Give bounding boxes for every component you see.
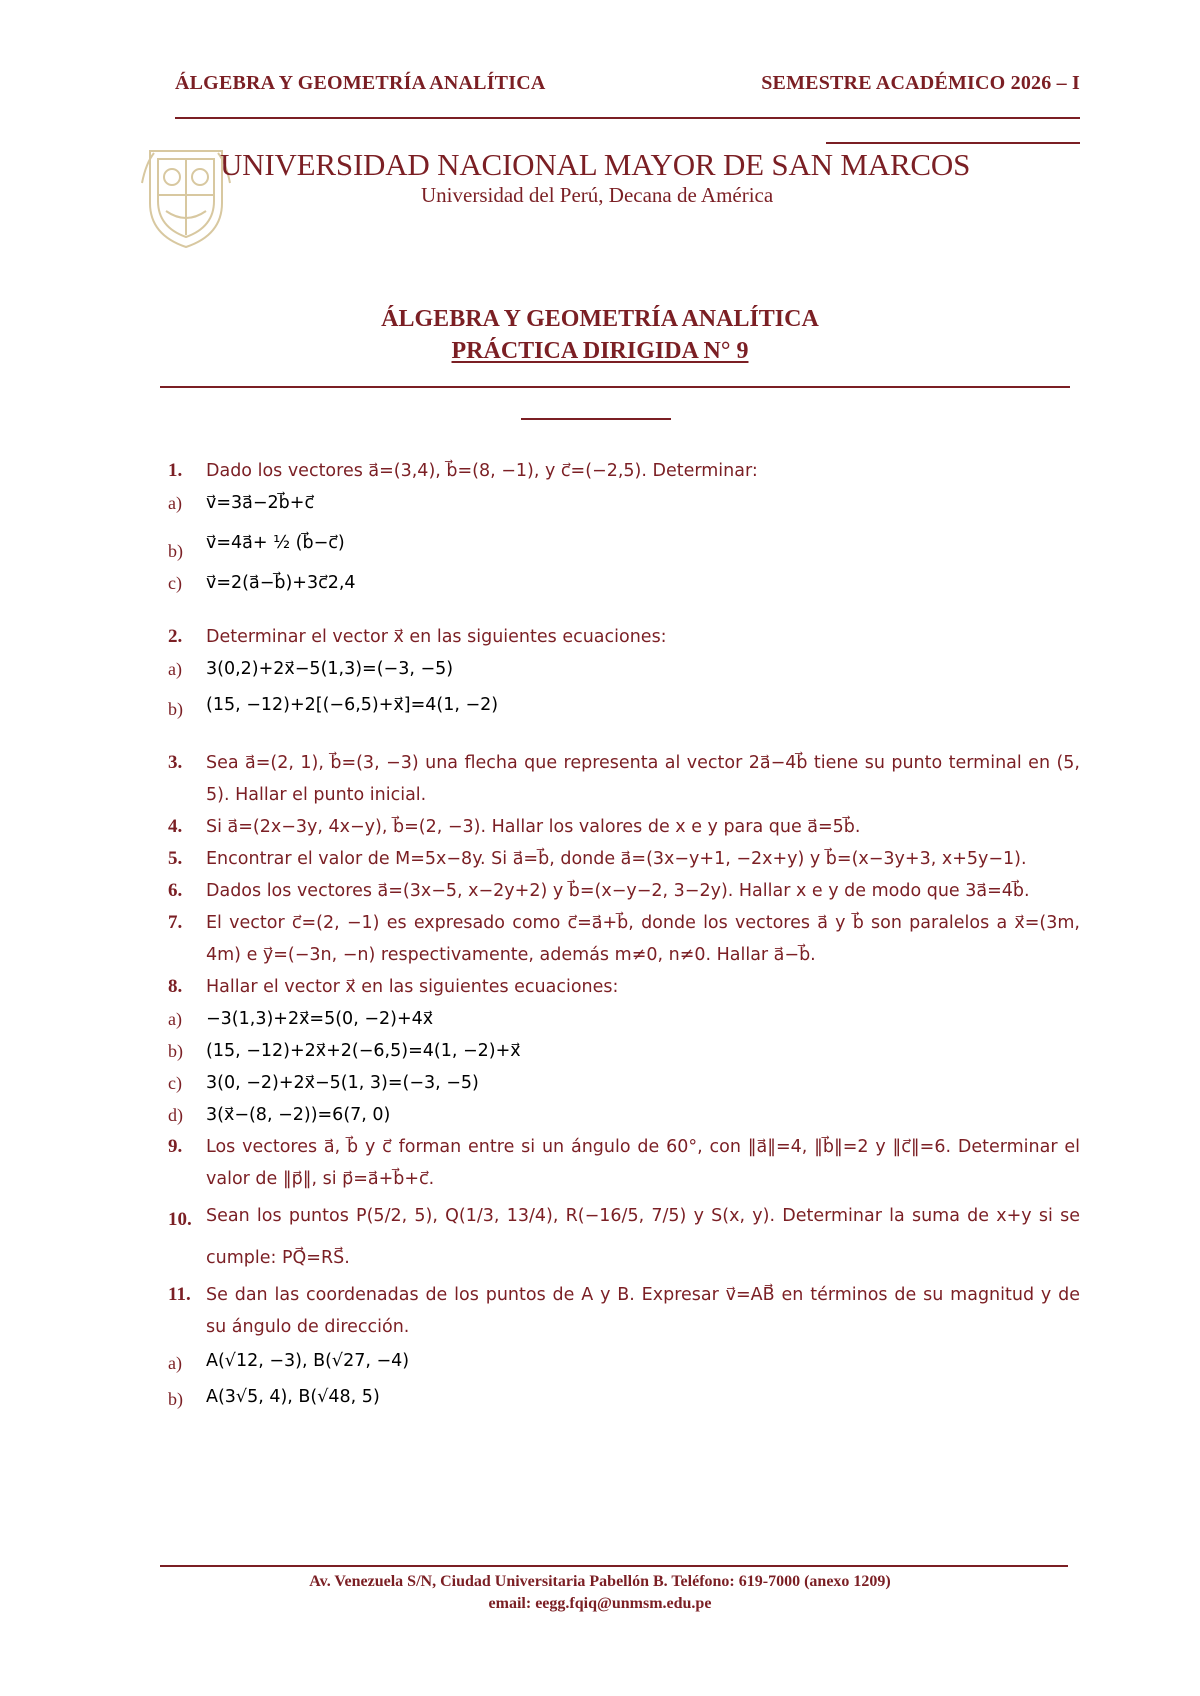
problem-text: Hallar el vector x⃗ en las siguientes ecuaciones: <box>206 977 619 997</box>
sub-item-expression: v⃗=3a⃗−2b⃗+c⃗ <box>206 493 315 513</box>
problem-text: Encontrar el valor de M=5x−8y. Si a⃗=b⃗, donde a⃗=(3x−y+1, −2x+y) y b⃗=(x−3y+3, x+5y−1). <box>206 849 1027 869</box>
sub-item <box>168 1099 1080 1131</box>
problem-5 <box>168 843 1080 875</box>
sub-item-label: a) <box>168 1353 182 1373</box>
problem-text: Se dan las coordenadas de los puntos de A y B. Expresar v⃗=AB⃗ en términos de su magnitud y de su ángulo de dirección. <box>206 1285 1080 1337</box>
problem-number: 6. <box>168 880 183 901</box>
problem-text: Dado los vectores a⃗=(3,4), b⃗=(8, −1), y c⃗=(−2,5). Determinar: <box>206 461 758 481</box>
problem-11 <box>168 1279 1080 1343</box>
sub-item-label: a) <box>168 1009 182 1029</box>
sub-item-label: b) <box>168 699 183 719</box>
problem-number: 8. <box>168 976 183 997</box>
problem-number: 3. <box>168 752 183 773</box>
problem-text: Sea a⃗=(2, 1), b⃗=(3, −3) una flecha que representa al vector 2a⃗−4b⃗ tiene su punto terminal en (5, 5). Hallar el punto inicial. <box>206 753 1080 805</box>
problem-text: Sean los puntos P(5/2, 5), Q(1/3, 13/4), R(−16/5, 7/5) y S(x, y). Determinar la suma de x+y si se cumple: PQ⃗=RS⃗. <box>206 1206 1080 1268</box>
sub-item-expression: 3(x⃗−(8, −2))=6(7, 0) <box>206 1105 391 1125</box>
sub-item <box>168 1003 1080 1035</box>
problem-10 <box>168 1195 1080 1279</box>
problem-text: Los vectores a⃗, b⃗ y c⃗ forman entre si un ángulo de 60°, con ‖a⃗‖=4, ‖b⃗‖=2 y ‖c⃗‖=6. Determinar el valor de ‖p⃗‖, si p⃗=a⃗+b⃗+c⃗. <box>206 1137 1080 1189</box>
sub-item <box>168 1035 1080 1067</box>
sub-item-expression: v⃗=2(a⃗−b⃗)+3c⃗2,4 <box>206 573 356 593</box>
problem-text: Si a⃗=(2x−3y, 4x−y), b⃗=(2, −3). Hallar los valores de x e y para que a⃗=5b⃗. <box>206 817 861 837</box>
sub-item <box>168 519 1080 567</box>
sub-item <box>168 685 1080 725</box>
practice-title: PRÁCTICA DIRIGIDA N° 9 <box>451 338 749 364</box>
problem-number: 7. <box>168 912 183 933</box>
sub-item-label: b) <box>168 541 183 561</box>
document-title: ÁLGEBRA Y GEOMETRÍA ANALÍTICA <box>381 306 819 332</box>
problem-8 <box>168 971 1080 1003</box>
problem-3 <box>168 747 1080 811</box>
title-rule <box>160 386 1070 388</box>
header-rule <box>175 117 1080 119</box>
title-short-rule <box>521 418 671 420</box>
sub-item-expression: (15, −12)+2x⃗+2(−6,5)=4(1, −2)+x⃗ <box>206 1041 521 1061</box>
sub-item-expression: A(√12, −3), B(√27, −4) <box>206 1351 410 1371</box>
sub-item-expression: −3(1,3)+2x⃗=5(0, −2)+4x⃗ <box>206 1009 434 1029</box>
sub-item-expression: 3(0, −2)+2x⃗−5(1, 3)=(−3, −5) <box>206 1073 479 1093</box>
problem-7 <box>168 907 1080 971</box>
problem-number: 5. <box>168 848 183 869</box>
sub-item <box>168 487 1080 519</box>
sub-item-label: c) <box>168 1073 182 1093</box>
problem-2 <box>168 621 1080 653</box>
sub-item <box>168 1067 1080 1099</box>
header-course: ÁLGEBRA Y GEOMETRÍA ANALÍTICA <box>175 72 546 94</box>
sub-item-expression: 3(0,2)+2x⃗−5(1,3)=(−3, −5) <box>206 659 454 679</box>
problem-9 <box>168 1131 1080 1195</box>
university-name: UNIVERSIDAD NACIONAL MAYOR DE SAN MARCOS <box>220 147 971 182</box>
problem-number: 9. <box>168 1136 183 1157</box>
sub-item <box>168 567 1080 599</box>
sub-item-expression: A(3√5, 4), B(√48, 5) <box>206 1387 380 1407</box>
sub-item-label: a) <box>168 659 182 679</box>
problem-text: Dados los vectores a⃗=(3x−5, x−2y+2) y b⃗=(x−y−2, 3−2y). Hallar x e y de modo que 3a⃗=4b⃗. <box>206 881 1030 901</box>
problem-4 <box>168 811 1080 843</box>
footer-rule <box>160 1565 1068 1567</box>
problem-list <box>168 455 1080 1415</box>
header-short-rule <box>826 142 1080 144</box>
problem-number: 4. <box>168 816 183 837</box>
footer-email: email: eegg.fqiq@unmsm.edu.pe <box>488 1595 712 1612</box>
sub-item <box>168 1343 1080 1379</box>
problem-number: 2. <box>168 626 183 647</box>
sub-item-label: a) <box>168 493 182 513</box>
sub-item-label: b) <box>168 1041 183 1061</box>
sub-item-label: b) <box>168 1389 183 1409</box>
footer-address: Av. Venezuela S/N, Ciudad Universitaria Pabellón B. Teléfono: 619-7000 (anexo 1209) <box>309 1573 891 1590</box>
problem-text: Determinar el vector x⃗ en las siguientes ecuaciones: <box>206 627 667 647</box>
university-seal-icon <box>140 143 232 251</box>
university-subtitle: Universidad del Perú, Decana de América <box>421 183 774 207</box>
sub-item <box>168 653 1080 685</box>
problem-6 <box>168 875 1080 907</box>
sub-item-expression: (15, −12)+2[(−6,5)+x⃗]=4(1, −2) <box>206 695 499 715</box>
sub-item-expression: v⃗=4a⃗+ ½ (b⃗−c⃗) <box>206 533 345 553</box>
sub-item-label: d) <box>168 1105 183 1125</box>
sub-item <box>168 1379 1080 1415</box>
problem-number: 10. <box>168 1209 192 1230</box>
header-semester: SEMESTRE ACADÉMICO 2026 – I <box>761 72 1080 94</box>
problem-number: 1. <box>168 460 183 481</box>
problem-1 <box>168 455 1080 487</box>
problem-text: El vector c⃗=(2, −1) es expresado como c⃗=a⃗+b⃗, donde los vectores a⃗ y b⃗ son paralelos a x⃗=(3m, 4m) e y⃗=(−3n, −n) respectivamente, además m≠0, n≠0. Hallar a⃗−b⃗. <box>206 913 1080 965</box>
running-header <box>175 72 1080 98</box>
sub-item-label: c) <box>168 573 182 593</box>
problem-number: 11. <box>168 1284 191 1305</box>
